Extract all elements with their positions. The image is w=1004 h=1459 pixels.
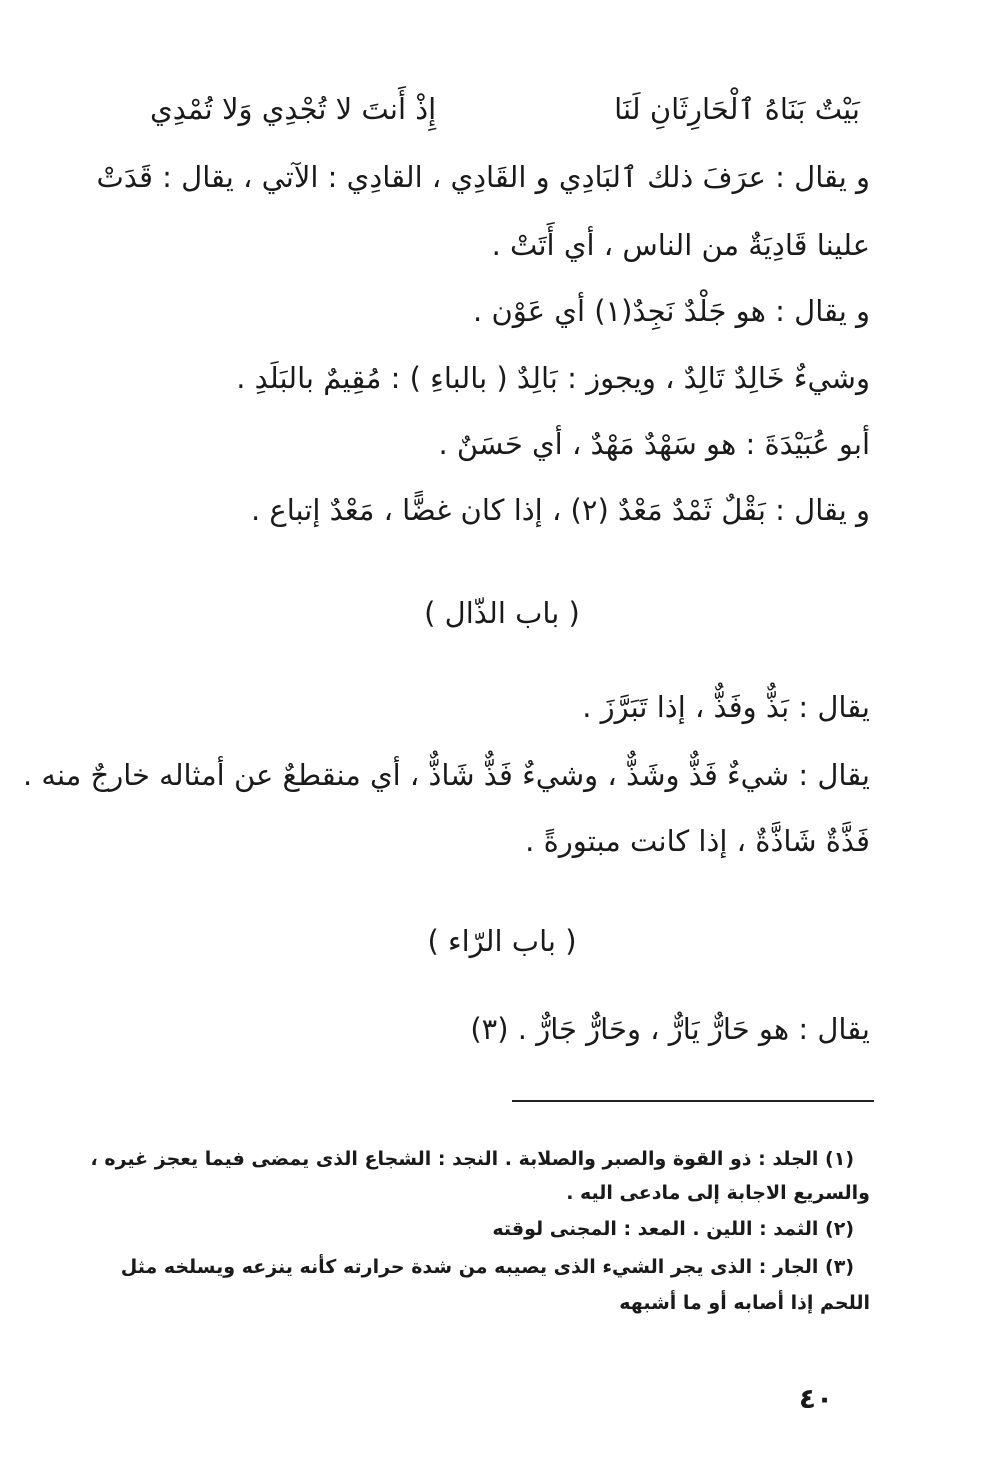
footnote-3-continued: اللحم إذا أصابه أو ما أشبهه <box>619 1292 870 1314</box>
section-heading-ra: ( باب الرّاء ) <box>427 924 577 958</box>
body-line: و يقال : بَقْلٌ ثَمْدٌ مَعْدٌ (٢) ، إذا كان غضًّا ، مَعْدٌ إتباع . <box>250 493 870 527</box>
verse-first-hemistich: بَيْتٌ بَنَاهُ ٱلْحَارِثَانِ لَنَا <box>614 92 860 126</box>
dhal-line: فَذَّةٌ شَاذَّةٌ ، إذا كانت مبتورةً . <box>525 824 870 858</box>
page-number: ٤٠ <box>798 1382 834 1415</box>
body-line: علينا قَادِيَةٌ من الناس ، أي أَتَتْ . <box>491 228 870 262</box>
section-heading-dhal: ( باب الذّال ) <box>424 596 580 630</box>
body-line: وشيءٌ خَالِدٌ تَالِدٌ ، ويجوز : بَالِدٌ ( بالباءِ ) : مُقِيمٌ بالبَلَدِ . <box>236 361 870 395</box>
dhal-line: يقال : بَذٌّ وفَذٌّ ، إذا تَبَرَّزَ . <box>582 690 870 724</box>
footnote-1-continued: والسريع الاجابة إلى مادعى اليه . <box>566 1182 870 1204</box>
dhal-line: يقال : شيءٌ فَذٌّ وشَذٌّ ، وشيءٌ فَذٌّ شَاذٌّ ، أي منقطعٌ عن أمثاله خارجٌ منه . <box>22 758 870 792</box>
footnote-3: (٣) الجار : الذى يجر الشيء الذى يصيبه من شدة حرارته كأنه ينزعه ويسلخه مثل <box>120 1256 854 1278</box>
footnote-1: (١) الجلد : ذو القوة والصبر والصلابة . النجد : الشجاع الذى يمضى فيما يعجز غيره ، <box>90 1148 854 1170</box>
ra-line: يقال : هو حَارٌّ يَارٌّ ، وحَارٌّ جَارٌّ . (٣) <box>470 1012 870 1046</box>
body-line: و يقال : عرَفَ ذلك ٱلبَادِي و القَادِي ، القادِي : الآتي ، يقال : قَدَتْ <box>96 160 870 194</box>
body-line: و يقال : هو جَلْدٌ نَجِدٌ(١) أي عَوْن . <box>473 294 870 328</box>
poetry-verse <box>150 82 860 142</box>
body-line: أبو عُبَيْدَةَ : هو سَهْدٌ مَهْدٌ ، أي حَسَنٌ . <box>438 427 870 461</box>
footnote-2: (٢) الثمد : اللين . المعد : المجنى لوقته <box>492 1218 854 1240</box>
verse-second-hemistich: إِذْ أَنتَ لا تُجْدِي وَلا تُمْدِي <box>150 92 437 126</box>
footnote-divider <box>512 1100 874 1102</box>
